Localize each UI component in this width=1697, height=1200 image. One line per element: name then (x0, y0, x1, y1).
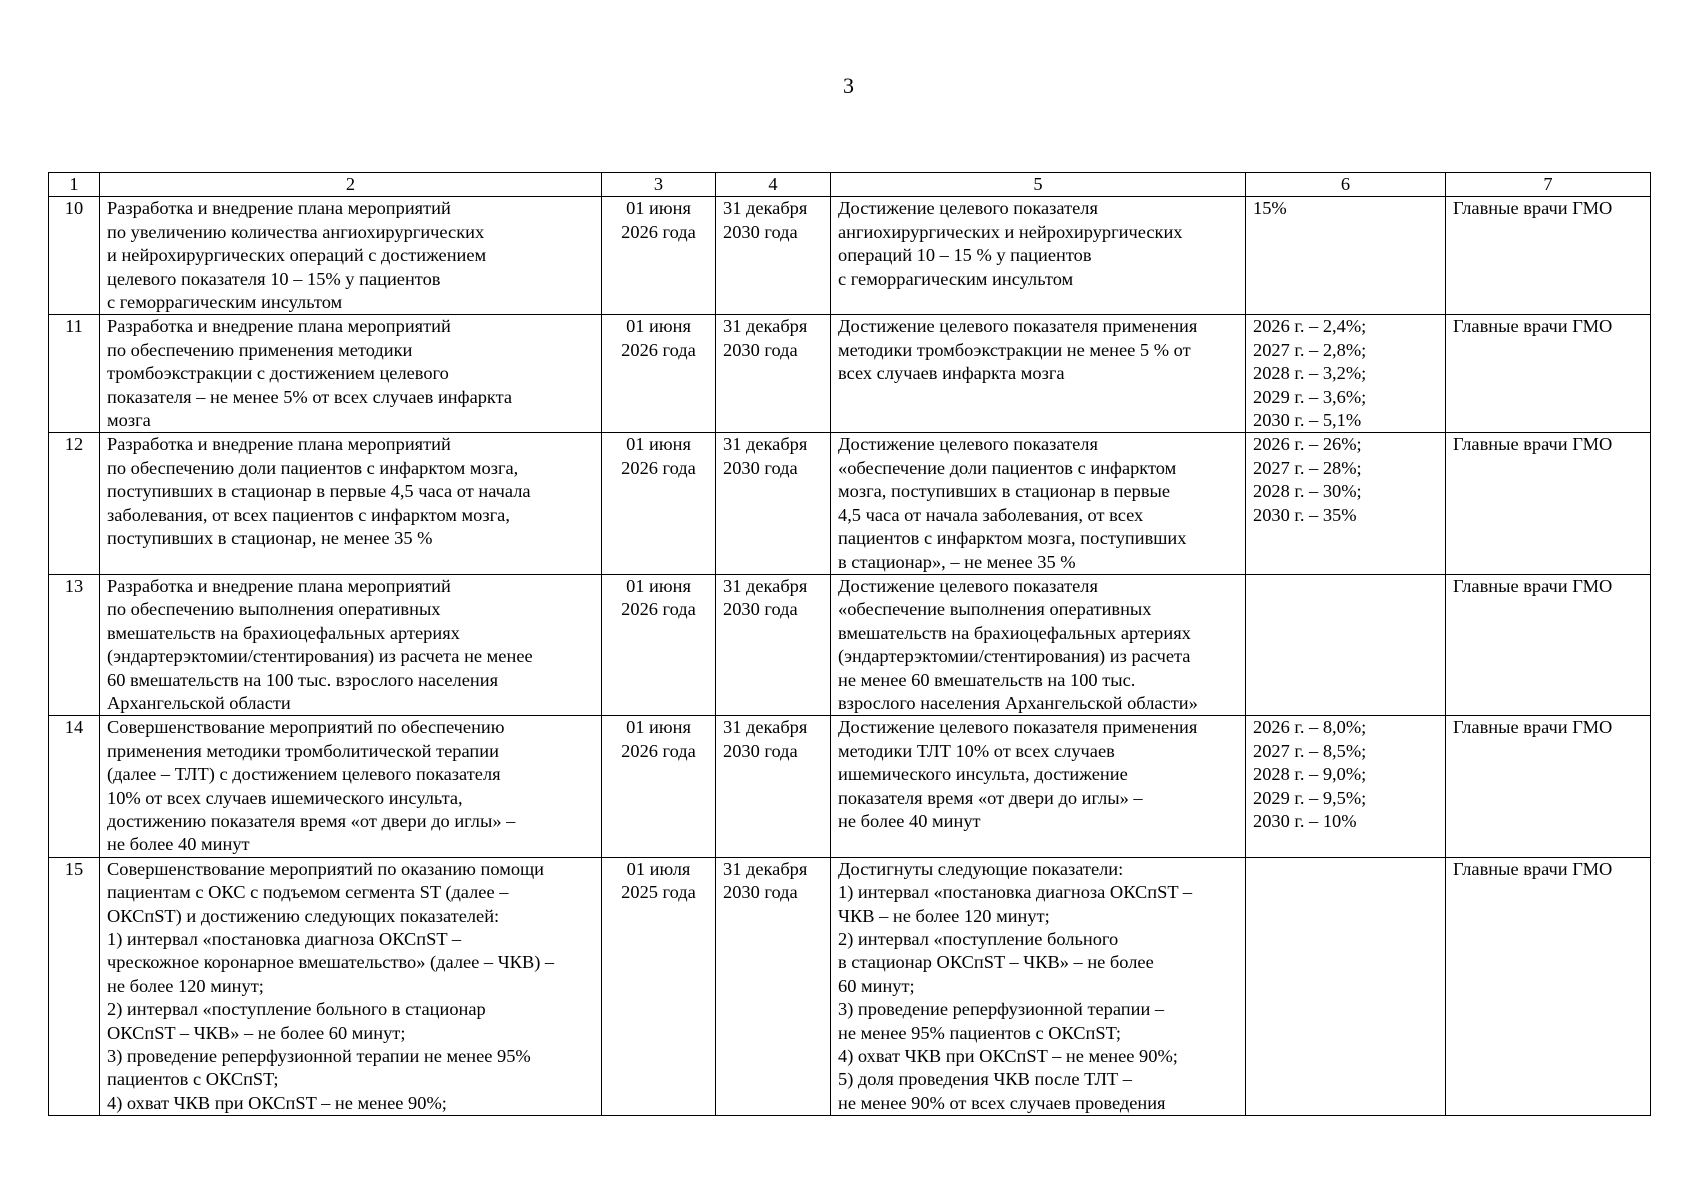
column-header-2: 2 (100, 173, 602, 197)
target-values (1246, 574, 1446, 715)
start-date: 01 июня 2026 года (602, 433, 716, 574)
expected-result: Достижение целевого показателя применения методики тромбоэкстракции не менее 5 % от всех случаев инфаркта мозга (831, 315, 1246, 433)
measure-description: Разработка и внедрение плана мероприятий по обеспечению доли пациентов с инфарктом мозга, поступивших в стационар в первые 4,5 часа от начала заболевания, от всех пациентов с инфарктом мозга, поступивших в стационар, не менее 35 % (100, 433, 602, 574)
start-date: 01 июня 2026 года (602, 315, 716, 433)
table-row (49, 574, 1651, 715)
responsible: Главные врачи ГМО (1446, 433, 1651, 574)
end-date: 31 декабря 2030 года (716, 433, 831, 574)
responsible: Главные врачи ГМО (1446, 197, 1651, 315)
end-date: 31 декабря 2030 года (716, 315, 831, 433)
responsible: Главные врачи ГМО (1446, 574, 1651, 715)
measures-table (48, 172, 1651, 1116)
target-values: 15% (1246, 197, 1446, 315)
column-header-5: 5 (831, 173, 1246, 197)
table-row (49, 433, 1651, 574)
responsible: Главные врачи ГМО (1446, 315, 1651, 433)
column-header-3: 3 (602, 173, 716, 197)
responsible: Главные врачи ГМО (1446, 716, 1651, 857)
measure-description: Разработка и внедрение плана мероприятий по обеспечению выполнения оперативных вмешательств на брахиоцефальных артериях (эндартерэктомии/стентирования) из расчета не менее 60 вмешательств на 100 тыс. взрослого населения Архангельской области (100, 574, 602, 715)
column-header-1: 1 (49, 173, 100, 197)
row-number: 13 (49, 574, 100, 715)
expected-result: Достижение целевого показателя применения методики ТЛТ 10% от всех случаев ишемического инсульта, достижение показателя время «от двери до иглы» – не более 40 минут (831, 716, 1246, 857)
end-date: 31 декабря 2030 года (716, 197, 831, 315)
table-row (49, 716, 1651, 857)
start-date: 01 июня 2026 года (602, 716, 716, 857)
start-date: 01 июня 2026 года (602, 574, 716, 715)
end-date: 31 декабря 2030 года (716, 857, 831, 1115)
row-number: 14 (49, 716, 100, 857)
table-row (49, 857, 1651, 1115)
row-number: 10 (49, 197, 100, 315)
row-number: 11 (49, 315, 100, 433)
page-number: 3 (843, 73, 854, 98)
row-number: 12 (49, 433, 100, 574)
end-date: 31 декабря 2030 года (716, 574, 831, 715)
expected-result: Достижение целевого показателя ангиохирургических и нейрохирургических операций 10 – 15 % у пациентов с геморрагическим инсультом (831, 197, 1246, 315)
target-values: 2026 г. – 26%; 2027 г. – 28%; 2028 г. – 30%; 2030 г. – 35% (1246, 433, 1446, 574)
target-values (1246, 857, 1446, 1115)
end-date: 31 декабря 2030 года (716, 716, 831, 857)
responsible: Главные врачи ГМО (1446, 857, 1651, 1115)
row-number: 15 (49, 857, 100, 1115)
measure-description: Разработка и внедрение плана мероприятий по обеспечению применения методики тромбоэкстракции с достижением целевого показателя – не менее 5% от всех случаев инфаркта мозга (100, 315, 602, 433)
start-date: 01 июля 2025 года (602, 857, 716, 1115)
table-row (49, 197, 1651, 315)
target-values: 2026 г. – 2,4%; 2027 г. – 2,8%; 2028 г. – 3,2%; 2029 г. – 3,6%; 2030 г. – 5,1% (1246, 315, 1446, 433)
start-date: 01 июня 2026 года (602, 197, 716, 315)
measure-description: Разработка и внедрение плана мероприятий по увеличению количества ангиохирургических и нейрохирургических операций с достижением целевого показателя 10 – 15% у пациентов с геморрагическим инсультом (100, 197, 602, 315)
measure-description: Совершенствование мероприятий по оказанию помощи пациентам с ОКС с подъемом сегмента ST (далее – ОКСпST) и достижению следующих показателей: 1) интервал «постановка диагноза ОКСпST – чрескожное коронарное вмешательство» (далее – ЧКВ) – не более 120 минут; 2) интервал «поступление больного в стационар ОКСпST – ЧКВ» – не более 60 минут; 3) проведение реперфузионной терапии не менее 95% пациентов с ОКСпST; 4) охват ЧКВ при ОКСпST – не менее 90%; (100, 857, 602, 1115)
column-header-4: 4 (716, 173, 831, 197)
table-row (49, 315, 1651, 433)
measure-description: Совершенствование мероприятий по обеспечению применения методики тромболитической терапии (далее – ТЛТ) с достижением целевого показателя 10% от всех случаев ишемического инсульта, достижению показателя время «от двери до иглы» – не более 40 минут (100, 716, 602, 857)
header-row (49, 173, 1651, 197)
column-header-7: 7 (1446, 173, 1651, 197)
expected-result: Достижение целевого показателя «обеспечение выполнения оперативных вмешательств на брахиоцефальных артериях (эндартерэктомии/стентирования) из расчета не менее 60 вмешательств на 100 тыс. взрослого населения Архангельской области» (831, 574, 1246, 715)
column-header-6: 6 (1246, 173, 1446, 197)
target-values: 2026 г. – 8,0%; 2027 г. – 8,5%; 2028 г. – 9,0%; 2029 г. – 9,5%; 2030 г. – 10% (1246, 716, 1446, 857)
expected-result: Достижение целевого показателя «обеспечение доли пациентов с инфарктом мозга, поступивших в стационар в первые 4,5 часа от начала заболевания, от всех пациентов с инфарктом мозга, поступивших в стационар», – не менее 35 % (831, 433, 1246, 574)
expected-result: Достигнуты следующие показатели: 1) интервал «постановка диагноза ОКСпST – ЧКВ – не более 120 минут; 2) интервал «поступление больного в стационар ОКСпST – ЧКВ» – не более 60 минут; 3) проведение реперфузионной терапии – не менее 95% пациентов с ОКСпST; 4) охват ЧКВ при ОКСпST – не менее 90%; 5) доля проведения ЧКВ после ТЛТ – не менее 90% от всех случаев проведения (831, 857, 1246, 1115)
